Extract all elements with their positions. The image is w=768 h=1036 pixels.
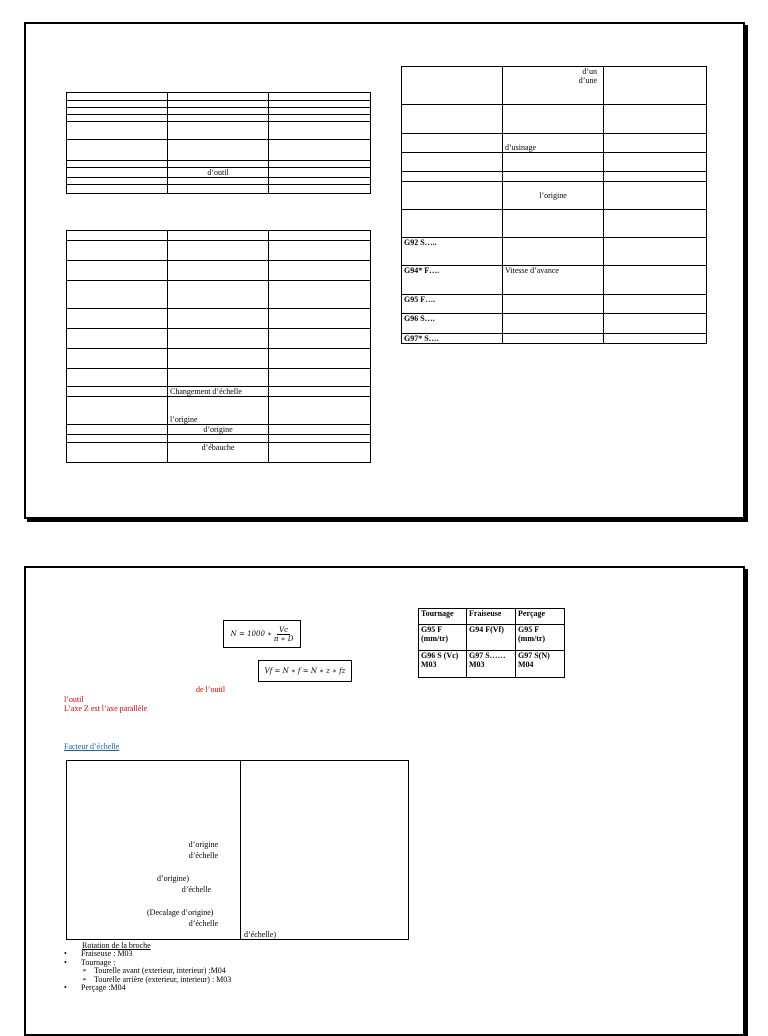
list-item-text: Fraiseuse : M03 [81, 949, 133, 958]
table-row [67, 349, 371, 369]
arrow-bullet-icon: ➢ [82, 976, 88, 983]
table-row [67, 329, 371, 349]
table-c [401, 66, 707, 344]
cell-code: G97* S…. [402, 334, 503, 344]
cell-line: d’une [578, 76, 597, 85]
table-row [402, 295, 707, 314]
table-row [402, 67, 707, 105]
cell-code: G95 F…. [402, 295, 503, 314]
header-tournage: Tournage [419, 609, 467, 625]
cell-code: G94 F(Vf) [467, 625, 516, 651]
list-item [64, 984, 231, 993]
table-row [67, 168, 371, 178]
table-row [67, 281, 371, 309]
cell-code: G92 S….. [402, 238, 503, 266]
red-note-1: de l’outil [196, 685, 226, 694]
arrow-bullet-icon: ➢ [82, 968, 88, 974]
cell-text: Vitesse d’avance [503, 266, 604, 295]
table-row [67, 101, 371, 108]
table-row [67, 108, 371, 115]
link-facteur-echelle[interactable]: Facteur d’échelle [64, 742, 120, 751]
cell-code: G95 F (mm/tr) [419, 625, 467, 651]
scale-right-line: d’échelle) [244, 930, 276, 939]
formula-feed-rate: Vf = N ∗ f = N ∗ z ∗ fz [258, 660, 352, 682]
table-a [66, 92, 371, 194]
cell-code: G94* F…. [402, 266, 503, 295]
table-row [67, 185, 371, 194]
table-row [402, 266, 707, 295]
formula-lhs: N = 1000 ∗ [230, 630, 272, 638]
cell-text: Changement d’échelle [168, 387, 269, 397]
list-item-text: Tourelle arrière (exterieur, interieur) : M03 [94, 974, 232, 984]
formula-fraction [274, 626, 293, 643]
header-percage: Perçage [516, 609, 565, 625]
cell-text [503, 67, 604, 105]
table-row [67, 178, 371, 185]
table-b [66, 230, 371, 463]
rotation-title: Rotation de la broche [82, 941, 151, 950]
cell-line: d’un [582, 67, 597, 76]
table-row [67, 93, 371, 101]
table-row [67, 435, 371, 443]
table-row [402, 334, 707, 344]
table-row [67, 443, 371, 463]
table-row [402, 238, 707, 266]
scale-line-1: d’origine [188, 840, 218, 849]
scale-line-4: d’échelle [181, 885, 211, 894]
formula-spindle-speed [223, 620, 301, 648]
cell-text: d’ébauche [168, 443, 269, 463]
table-row [67, 241, 371, 261]
formula-denominator: π ∗ D [273, 634, 294, 643]
table-row [402, 153, 707, 172]
table-row [402, 134, 707, 153]
table-row [67, 309, 371, 329]
document-page-1 [24, 22, 745, 519]
scale-line-3: d’origine) [157, 874, 189, 883]
table-row [67, 122, 371, 140]
list-item-text: Perçage :M04 [81, 983, 126, 992]
scale-box [66, 760, 409, 940]
codes-table [418, 608, 565, 678]
table-row [402, 105, 707, 134]
table-row [67, 387, 371, 397]
table-row [402, 314, 707, 334]
table-row [67, 369, 371, 387]
cell-text: l’origine [503, 182, 604, 210]
table-row [67, 231, 371, 241]
cell-code: G95 F (mm/tr) [516, 625, 565, 651]
table-row [67, 397, 371, 425]
cell-code: G97 S…… M03 [467, 651, 516, 678]
cell-code: G97 S(N) M04 [516, 651, 565, 678]
scale-line-6: d’échelle [188, 919, 218, 928]
scale-line-2: d’échelle [188, 851, 218, 860]
red-note-3: L’axe Z est l’axe parallèle [64, 704, 148, 713]
formula-numerator: Vc [279, 625, 289, 634]
cell-text: d’usinage [503, 134, 604, 153]
cell-code: G96 S…. [402, 314, 503, 334]
table-row [402, 172, 707, 182]
list-item-text: Tournage : [81, 957, 116, 967]
rotation-list [64, 950, 231, 993]
bullet-icon: • [64, 949, 67, 958]
header-fraiseuse: Fraiseuse [467, 609, 516, 625]
list-item-text: Tourelle avant (exterieur, interieur) :M04 [94, 966, 226, 975]
table-row [67, 425, 371, 435]
table-row [67, 115, 371, 122]
document-page-2 [24, 566, 745, 1036]
cell-text: d’origine [168, 425, 269, 435]
table-row [419, 651, 565, 678]
bullet-icon: • [64, 983, 67, 992]
scale-box-divider [240, 761, 241, 939]
table-row [67, 261, 371, 281]
table-row [402, 182, 707, 210]
table-row [419, 609, 565, 625]
table-row [402, 210, 707, 238]
table-row [67, 140, 371, 161]
red-note-2: l’outil [64, 695, 84, 704]
cell-text: l’origine [168, 397, 269, 425]
scale-line-5: (Decalage d’origine) [147, 908, 214, 917]
table-row [67, 161, 371, 168]
cell-text: d’outil [168, 168, 269, 178]
cell-code: G96 S (Vc) M03 [419, 651, 467, 678]
table-row [419, 625, 565, 651]
bullet-icon: • [64, 957, 67, 967]
